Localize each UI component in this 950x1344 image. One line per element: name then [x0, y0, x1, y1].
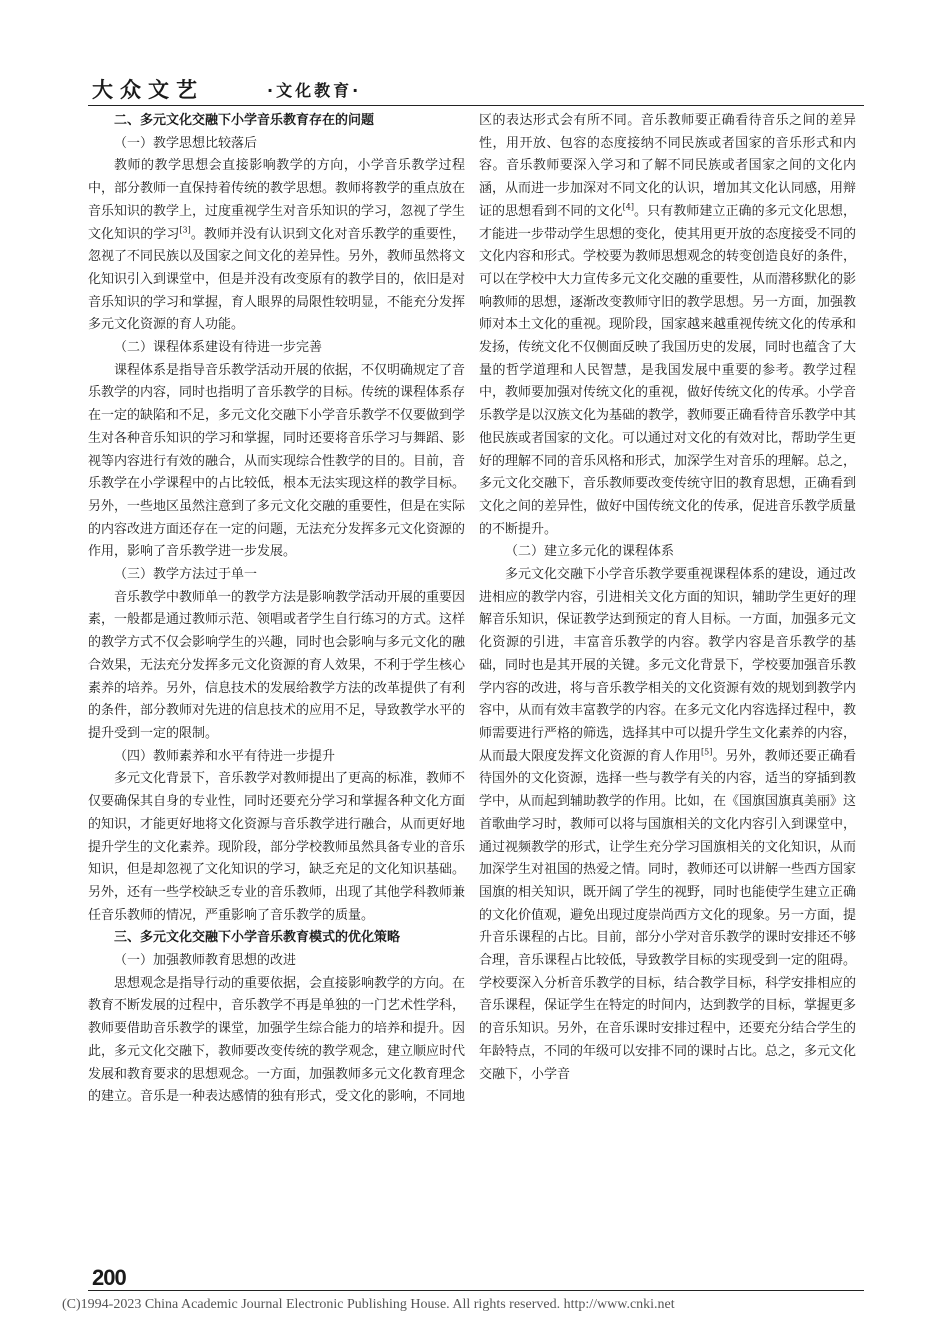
subsection-heading: （二）建立多元化的课程体系	[505, 544, 675, 560]
paragraph: 多元文化交融下小学音乐教学要重视课程体系的建设，通过改进相应的教学内容，引进相关文化方面的知识，辅助学生更好的理解音乐知识，保证教学达到预定的育人目标。一方面，加强多元文化资源的引进，丰富音乐教学的内容。教学内容是音乐教学的基础，同时也是其开展的关键。多元文化背景下，学校要加强音乐教学内容的改进，将与音乐教学相关的文化资源有效的规划到教学内容中，从而有效丰富教学的内容。在多元文化内容选择过程中，教师需要进行严格的筛选，选择其中可以提升学生文化素养的内容，从而最大限度发挥文化资源的育人作用[5]。另外，教师还要正确看待国外的文化资源，选择一些与教学有关的内容，适当的穿插到教学中，从而起到辅助教学的作用。比如，在《国旗国旗真美丽》这首歌曲学习时，教师可以将与国旗相关的文化内容引入到课堂中，通过视频教学的形式，让学生充分学习国旗相关的文化知识，从而加深学生对祖国的热爱之情。同时，教师还可以讲解一些西方国家国旗的相关知识，既开阔了学生的视野，同时也能使学生建立正确的文化价值观，避免出现过度崇尚西方文化的现象。另一方面，提升音乐课程的占比。目前，部分小学对音乐教学的课时安排还不够合理，音乐课程占比较低，导致教学目标的实现受到一定的阻碍。学校要深入分析音乐教学的目标，结合教学目标，科学安排相应的音乐课程，保证学生在特定的时间内，达到教学的目标，掌握更多的音乐知识。另外，在音乐课时安排过程中，还要充分结合学生的年龄特点，不同的年级可以安排不同的课时占比。总之，多元文化交融下，小学音	[479, 567, 857, 1082]
paragraph: 思想观念是指导行动的重要依据，会直接影响教学的方向。在教育不断发展的过程中，音乐教学不再是单独的一门艺术性学科，教师要借助音乐教学的课堂，加强学生综合能力的培养和提升。因此，多元文化交融下，教师要改变传统的教学观念，建立顺应时代发展和教育要求的思想观念。一方面，加强教师多元文化教育理念的建立。音乐是一种表达感情的独有形式，受文化的影响，不同地	[88, 975, 466, 1105]
page-number: 200	[92, 1265, 126, 1290]
paragraph: 课程体系是指导音乐教学活动开展的依据，不仅明确规定了音乐教学的内容，同时也指明了音乐教学的目标。传统的课程体系存在一定的缺陷和不足，多元文化交融下小学音乐教学不仅要做到学生对各种音乐知识的学习和掌握，同时还要将音乐学习与舞蹈、影视等内容进行有效的融合，从而实现综合性教学的目的。目前，音乐教学在小学课程中的占比较低，根本无法实现这样的教学目标。另外，一些地区虽然注意到了多元文化交融的重要性，但是在实际的内容改进方面还存在一定的问题，无法充分发挥多元文化资源的作用，影响了音乐教学进一步发展。	[88, 362, 466, 560]
right-column	[479, 110, 856, 1086]
left-column	[88, 110, 465, 1109]
subsection-heading: （二）课程体系建设有待进一步完善	[114, 340, 323, 356]
section-heading: 二、多元文化交融下小学音乐教育存在的问题	[114, 113, 375, 128]
header-rule	[88, 105, 864, 106]
subsection-heading: （一）教学思想比较落后	[114, 135, 258, 151]
subsection-heading: （三）教学方法过于单一	[114, 567, 258, 583]
citation[interactable]: [4]	[622, 202, 634, 212]
subsection-heading: （一）加强教师教育思想的改进	[114, 953, 297, 969]
paragraph: 区的表达形式会有所不同。音乐教师要正确看待音乐之间的差异性，用开放、包容的态度接纳不同民族或者国家的音乐形式和内容。音乐教师要深入学习和了解不同民族或者国家之间的文化内涵，从而进一步加深对不同文化的认识，增加其文化认同感，用辩证的思想看到不同的文化[4]。只有教师建立正确的多元文化思想，才能进一步带动学生思想的变化，使其用更开放的态度接受不同的文化内容和形式。学校要为教师思想观念的转变创造良好的条件，可以在学校中大力宣传多元文化交融的重要性，从而潜移默化的影响教师的思想，逐渐改变教师守旧的教学思想。另一方面，加强教师对本土文化的重视。现阶段，国家越来越重视传统文化的传承和发扬，传统文化不仅侧面反映了我国历史的发展，同时也蕴含了大量的哲学道理和人民智慧，是我国发展中重要的参考。教学过程中，教师要加强对传统文化的重视，做好传统文化的传承。小学音乐教学是以汉族文化为基础的教学，教师要正确看待音乐教学中其他民族或者国家的文化。可以通过对文化的有效对比，帮助学生更好的理解不同的音乐风格和形式，加深学生对音乐的理解。总之，多元文化交融下，音乐教师要改变传统守旧的教育思想，正确看到文化之间的差异性，做好中国传统文化的传承，促进音乐教学质量的不断提升。	[479, 113, 857, 537]
citation[interactable]: [5]	[701, 747, 713, 757]
section-heading: 三、多元文化交融下小学音乐教育模式的优化策略	[114, 930, 401, 946]
magazine-title: 大众文艺	[92, 77, 204, 102]
paragraph: 教师的教学思想会直接影响教学的方向，小学音乐教学过程中，部分教师一直保持着传统的教学思想。教师将教学的重点放在音乐知识的教学上，过度重视学生对音乐知识的学习，忽视了学生文化知识的学习[3]。教师并没有认识到文化对音乐教学的重要性，忽视了不同民族以及国家之间文化的差异性。另外，教师虽然将文化知识引入到课堂中，但是并没有改变原有的教学目的，依旧是对音乐知识的学习和掌握，育人眼界的局限性较明显，不能充分发挥多元文化资源的育人功能。	[88, 158, 466, 333]
subsection-heading: （四）教师素养和水平有待进一步提升	[114, 748, 336, 764]
section-title: ·文化教育·	[267, 81, 362, 100]
copyright-footer: (C)1994-2023 China Academic Journal Electronic Publishing House. All rights reserved. http://www.cnki.net	[62, 1297, 675, 1312]
paragraph: 音乐教学中教师单一的教学方法是影响教学活动开展的重要因素，一般都是通过教师示范、领唱或者学生自行练习的方式。这样的教学方式不仅会影响学生的兴趣，同时也会影响与多元文化的融合效果，无法充分发挥多元文化资源的育人效果，不利于学生核心素养的培养。另外，信息技术的发展给教学方法的改革提供了有利的条件，部分教师对先进的信息技术的应用不足，导致教学水平的提升受到一定的限制。	[88, 589, 466, 741]
footer-rule	[88, 1290, 864, 1291]
citation[interactable]: [3]	[179, 225, 191, 235]
paragraph: 多元文化背景下，音乐教学对教师提出了更高的标准，教师不仅要确保其自身的专业性，同时还要充分学习和掌握各种文化方面的知识，才能更好地将文化资源与音乐教学进行融合，从而更好地提升学生的文化素养。现阶段，部分学校教师虽然具备专业的音乐知识，但是却忽视了文化知识的学习，缺乏充足的文化知识基础。另外，还有一些学校缺乏专业的音乐教师，出现了其他学科教师兼任音乐教师的情况，严重影响了音乐教学的质量。	[88, 771, 466, 923]
masthead	[92, 74, 472, 104]
